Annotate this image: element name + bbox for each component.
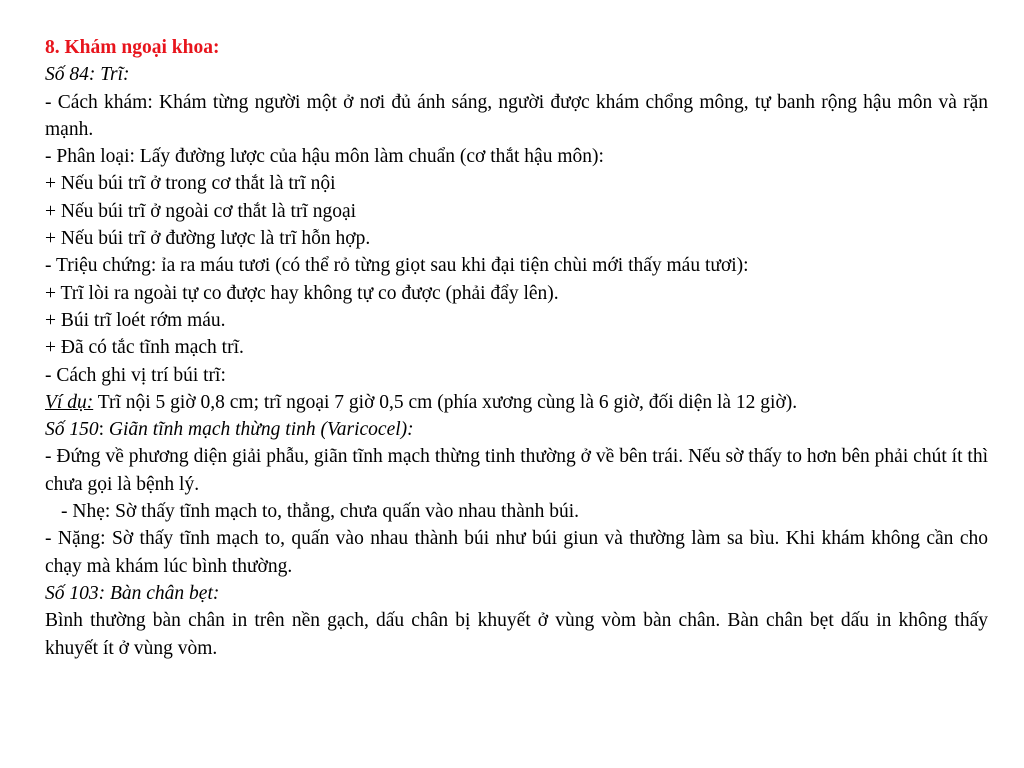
case-150-colon: :: [98, 419, 109, 441]
case-84-exam-method: - Cách khám: Khám từng người một ở nơi đủ ánh sáng, người được khám chổng mông, tự banh rộng hậu môn và rặn mạnh.: [45, 91, 988, 140]
case-84-symptom-thrombosis: + Đã có tắc tĩnh mạch trĩ.: [45, 337, 244, 359]
case-103-title: Số 103: Bàn chân bẹt:: [45, 582, 220, 604]
case-150-mild: - Nhẹ: Sờ thấy tĩnh mạch to, thẳng, chưa quấn vào nhau thành búi.: [61, 501, 580, 523]
case-84-classification: - Phân loại: Lấy đường lược của hậu môn làm chuẩn (cơ thắt hậu môn):: [45, 146, 604, 168]
example-label: Ví dụ:: [45, 391, 94, 413]
section-heading: 8. Khám ngoại khoa:: [45, 37, 220, 58]
case-150-title: Giãn tĩnh mạch thừng tinh (Varicocel):: [108, 419, 414, 441]
case-84-symptom-ulcer: + Búi trĩ loét rớm máu.: [45, 309, 226, 331]
case-84-example: [45, 389, 988, 416]
case-84-symptom-prolapse: + Trĩ lòi ra ngoài tự co được hay không tự co được (phải đẩy lên).: [45, 282, 559, 304]
case-150-standing: - Đứng về phương diện giải phẫu, giãn tĩnh mạch thừng tinh thường ở về bên trái. Nếu sờ thấy to hơn bên phải chút ít thì chưa gọi là bệnh lý.: [45, 446, 988, 495]
case-103-description: Bình thường bàn chân in trên nền gạch, dấu chân bị khuyết ở vùng vòm bàn chân. Bàn chân bẹt dấu in không thấy khuyết ít ở vùng vòm.: [45, 610, 988, 659]
case-84-symptoms-title: - Triệu chứng: ỉa ra máu tươi (có thể rỏ từng giọt sau khi đại tiện chùi mới thấy máu tươi):: [45, 255, 749, 277]
example-text: Trĩ nội 5 giờ 0,8 cm; trĩ ngoại 7 giờ 0,5 cm (phía xương cùng là 6 giờ, đối diện là 12 giờ).: [93, 391, 798, 413]
case-84-type-internal: + Nếu búi trĩ ở trong cơ thắt là trĩ nội: [45, 173, 336, 195]
case-84-position-note: - Cách ghi vị trí búi trĩ:: [45, 364, 226, 386]
case-150-title-line: [45, 416, 988, 443]
case-84-type-external: + Nếu búi trĩ ở ngoài cơ thắt là trĩ ngoại: [45, 200, 357, 222]
case-150-severe: - Nặng: Sờ thấy tĩnh mạch to, quấn vào nhau thành búi như búi giun và thường làm sa bìu. Khi khám không cần cho chạy mà khám lúc bình thường.: [45, 528, 988, 577]
case-84-type-mixed: + Nếu búi trĩ ở đường lược là trĩ hỗn hợp.: [45, 228, 371, 250]
case-150-number: Số 150: [45, 419, 99, 441]
case-84-title: Số 84: Trĩ:: [45, 64, 130, 86]
